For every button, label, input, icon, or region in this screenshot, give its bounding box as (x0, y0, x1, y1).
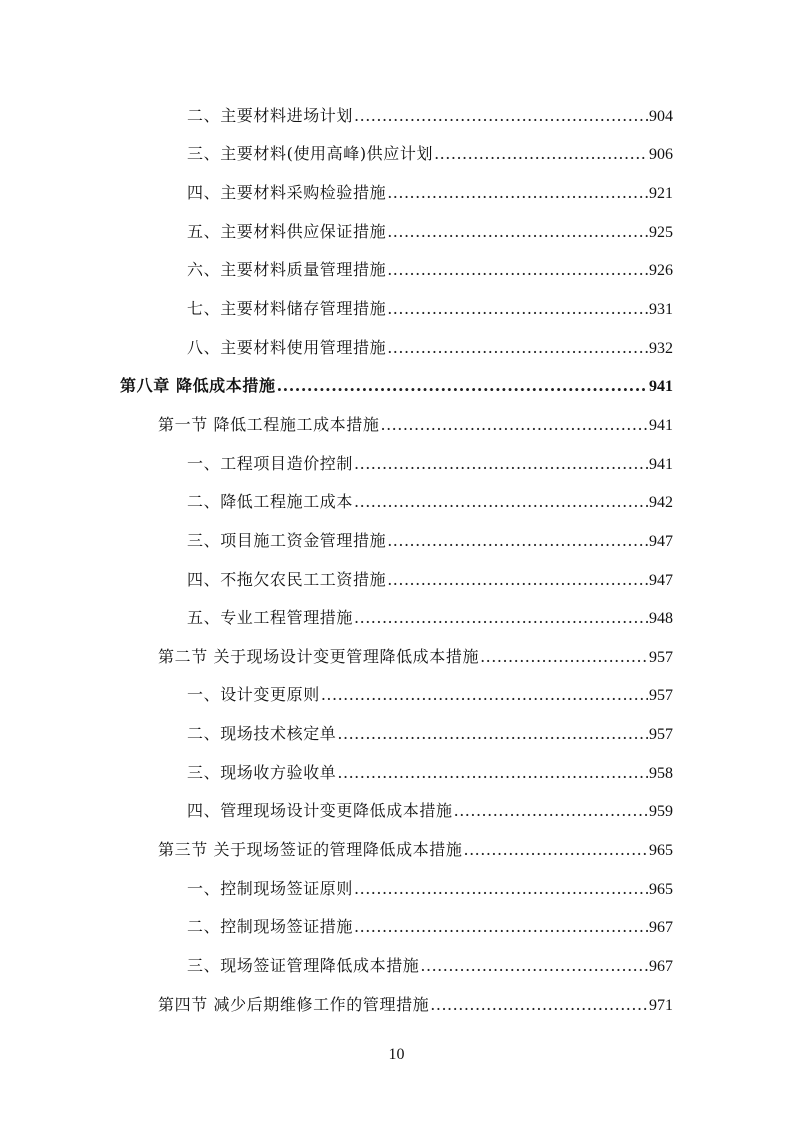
toc-dot-leader (387, 183, 648, 203)
toc-entry[interactable] (0, 599, 793, 638)
toc-entry-title: 四、主要材料采购检验措施 (187, 183, 387, 203)
toc-entry[interactable] (0, 136, 793, 175)
toc-entry-page: 906 (649, 146, 673, 164)
toc-dot-leader (454, 801, 648, 821)
toc-entry[interactable] (0, 754, 793, 793)
toc-entry-page: 957 (649, 687, 673, 705)
toc-entry-page: 958 (649, 764, 673, 782)
toc-dot-leader (430, 995, 648, 1015)
toc-entry-page: 965 (649, 841, 673, 859)
toc-entry-title: 三、主要材料(使用高峰)供应计划 (187, 144, 434, 164)
toc-section-entry[interactable] (0, 986, 793, 1025)
toc-entry-page: 971 (649, 996, 673, 1014)
toc-entry-page: 948 (649, 610, 673, 628)
toc-entry-title: 二、主要材料进场计划 (187, 105, 354, 125)
toc-entry-title: 四、不拖欠农民工工资措施 (187, 569, 387, 589)
toc-dot-leader (354, 454, 648, 474)
toc-entry-page: 921 (649, 185, 673, 203)
toc-entry[interactable] (0, 522, 793, 561)
toc-section-entry[interactable] (0, 831, 793, 870)
toc-entry[interactable] (0, 213, 793, 252)
toc-entry-title: 五、专业工程管理措施 (187, 608, 354, 628)
toc-dot-leader (381, 415, 649, 435)
toc-entry-title: 二、降低工程施工成本 (187, 492, 354, 512)
toc-entry-title: 三、现场收方验收单 (187, 762, 337, 782)
toc-dot-leader (387, 570, 648, 590)
toc-dot-leader (387, 338, 648, 358)
toc-entry-title: 七、主要材料储存管理措施 (187, 299, 387, 319)
toc-section-entry[interactable] (0, 638, 793, 677)
toc-entry-title: 五、主要材料供应保证措施 (187, 221, 387, 241)
toc-dot-leader (387, 222, 648, 242)
toc-entry-title: 第八章 降低成本措施 (120, 376, 276, 396)
toc-entry-page: 941 (649, 455, 673, 473)
toc-entry[interactable] (0, 290, 793, 329)
toc-dot-leader (420, 956, 648, 976)
toc-dot-leader (321, 685, 648, 705)
toc-entry[interactable] (0, 561, 793, 600)
toc-entry-page: 926 (649, 262, 673, 280)
toc-entry[interactable] (0, 793, 793, 832)
toc-entry[interactable] (0, 445, 793, 484)
toc-entry-page: 967 (649, 919, 673, 937)
toc-entry-page: 957 (649, 648, 673, 666)
toc-entry-title: 三、项目施工资金管理措施 (187, 530, 387, 550)
toc-entry-title: 一、工程项目造价控制 (187, 453, 354, 473)
toc-dot-leader (354, 917, 648, 937)
toc-entry[interactable] (0, 174, 793, 213)
toc-entry[interactable] (0, 947, 793, 986)
toc-entry[interactable] (0, 483, 793, 522)
toc-dot-leader (354, 106, 648, 126)
toc-dot-leader (354, 608, 648, 628)
toc-dot-leader (434, 144, 648, 164)
toc-entry[interactable] (0, 908, 793, 947)
toc-entry-title: 第二节 关于现场设计变更管理降低成本措施 (158, 646, 480, 666)
toc-entry-title: 第四节 减少后期维修工作的管理措施 (158, 994, 430, 1014)
toc-entry-title: 第一节 降低工程施工成本措施 (158, 414, 380, 434)
toc-entry-title: 一、设计变更原则 (187, 685, 320, 705)
toc-entry-page: 941 (649, 416, 673, 434)
toc-entry-page: 941 (649, 378, 673, 396)
toc-entry-page: 942 (649, 494, 673, 512)
toc-entry-page: 947 (649, 571, 673, 589)
toc-entry-page: 957 (649, 726, 673, 744)
toc-dot-leader (480, 647, 648, 667)
toc-entry-page: 932 (649, 339, 673, 357)
toc-entry[interactable] (0, 677, 793, 716)
toc-entry-page: 925 (649, 223, 673, 241)
toc-entry-title: 二、控制现场签证措施 (187, 917, 354, 937)
toc-section-entry[interactable] (0, 406, 793, 445)
toc-entry-page: 947 (649, 532, 673, 550)
toc-entry-page: 959 (649, 803, 673, 821)
toc-dot-leader (387, 531, 648, 551)
toc-entry[interactable] (0, 715, 793, 754)
toc-entry[interactable] (0, 97, 793, 136)
toc-entry-title: 三、现场签证管理降低成本措施 (187, 955, 420, 975)
toc-entry[interactable] (0, 870, 793, 909)
toc-entry-title: 八、主要材料使用管理措施 (187, 337, 387, 357)
toc-dot-leader (387, 260, 648, 280)
toc-entry-title: 二、现场技术核定单 (187, 724, 337, 744)
toc-entry-title: 一、控制现场签证原则 (187, 878, 354, 898)
page-number: 10 (388, 1046, 405, 1063)
toc-dot-leader (354, 879, 648, 899)
toc-entry-title: 四、管理现场设计变更降低成本措施 (187, 801, 453, 821)
toc-entry-page: 967 (649, 957, 673, 975)
toc-entry-title: 六、主要材料质量管理措施 (187, 260, 387, 280)
toc-entry[interactable] (0, 252, 793, 291)
toc-dot-leader (387, 299, 648, 319)
toc-entry-page: 931 (649, 301, 673, 319)
toc-entry[interactable] (0, 329, 793, 368)
toc-entry-title: 第三节 关于现场签证的管理降低成本措施 (158, 839, 463, 859)
toc-dot-leader (277, 376, 648, 396)
toc-dot-leader (354, 492, 648, 512)
toc-dot-leader (337, 724, 648, 744)
toc-entry-page: 904 (649, 107, 673, 125)
toc-dot-leader (464, 840, 649, 860)
toc-dot-leader (337, 763, 648, 783)
table-of-contents (0, 97, 793, 1024)
toc-entry-page: 965 (649, 880, 673, 898)
toc-chapter-entry[interactable] (0, 367, 793, 406)
